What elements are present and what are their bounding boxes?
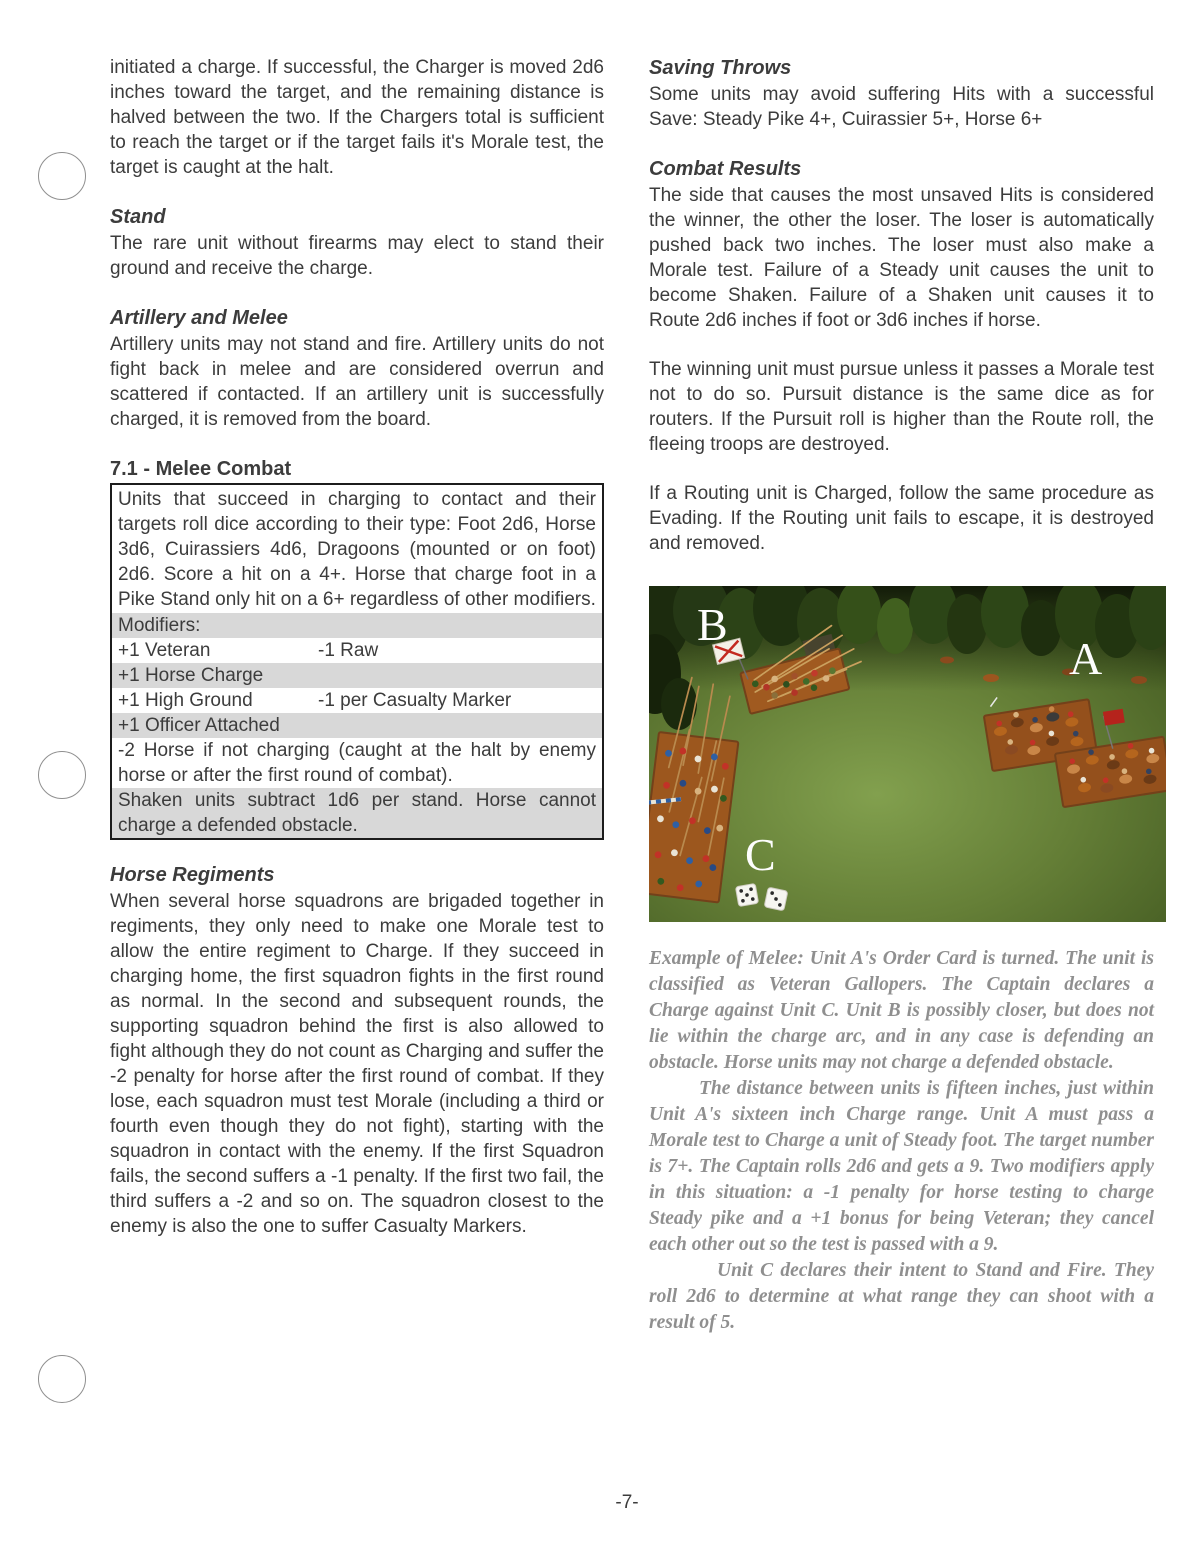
melee-table-row: +1 Horse Charge [112, 663, 602, 688]
paragraph-combat-results-2: The winning unit must pursue unless it passes a Morale test not to do so. Pursuit distance is the same dice as for routers. If the Pursuit roll is higher than the Route roll, the fleeing troops are destroyed. [649, 359, 1154, 455]
left-column [110, 55, 604, 1239]
modifier-negative: -1 Raw [318, 640, 379, 661]
modifier-positive: +1 High Ground [118, 690, 253, 711]
melee-table-row: +1 Officer Attached [112, 713, 602, 738]
melee-combat-table [110, 483, 604, 840]
heading-melee-combat: 7.1 - Melee Combat [110, 458, 292, 480]
unit-a-label: A [1069, 633, 1103, 684]
melee-table-row: Shaken units subtract 1d6 per stand. Horse cannot charge a defended obstacle. [112, 788, 602, 838]
paragraph-horse-regiments: When several horse squadrons are brigaded together in regiments, they only need to make one Morale test to allow the entire regiment to Charge. If they succeed in charging home, the first squadron fights in the first round as normal. In the second and subsequent rounds, the supporting squadron behind the first is also allowed to fight although they do not count as Charging and suffer the -2 penalty for horse after the first round of combat. If they lose, each squadron must test Morale (including a third or fourth even though they do not fight), starting with the squadron in contact with the enemy. If the first Squadron fails, the second suffers a -1 penalty. If the first two fail, the third suffers a -2 and so on. The squadron closest to the enemy is also the one to suffer Casualty Markers. [110, 891, 604, 1237]
melee-table-row [112, 688, 602, 713]
hole-punch-mark [38, 152, 86, 200]
photo-caption [649, 946, 1154, 1336]
modifier-positive: +1 Veteran [118, 640, 211, 661]
melee-example-photo [649, 586, 1166, 922]
heading-artillery-and-melee: Artillery and Melee [110, 307, 288, 329]
paragraph-combat-results-3: If a Routing unit is Charged, follow the same procedure as Evading. If the Routing unit fails to escape, it is destroyed and removed. [649, 483, 1154, 554]
paragraph-combat-results-1: The side that causes the most unsaved Hits is considered the winner, the other the loser. The loser is automatically pushed back two inches. The loser must also make a Morale test. Failure of a Steady unit causes the unit to become Shaken. Failure of a Shaken unit causes it to Route 2d6 inches if foot or 3d6 inches if horse. [649, 185, 1154, 331]
melee-table-row: Modifiers: [112, 613, 602, 638]
melee-table-row [112, 638, 602, 663]
caption-paragraph-1: Example of Melee: Unit A's Order Card is turned. The unit is classified as Veteran Gallopers. The Captain declares a Charge against Unit C. Unit B is possibly closer, but does not lie within the charge arc, and in any case is defending an obstacle. Horse units may not charge a defended obstacle. [649, 948, 1154, 1073]
melee-table-intro: Units that succeed in charging to contact and their targets roll dice according to their type: Foot 2d6, Horse 3d6, Cuirassiers 4d6, Dragoons (mounted or on foot) 2d6. Score a hit on a 4+. Horse that charge foot in a Pike Stand only hit on a 6+ regardless of other modifiers. [118, 489, 596, 610]
heading-stand: Stand [110, 206, 166, 228]
unit-b-label: B [697, 599, 728, 650]
unit-c-label: C [745, 829, 776, 880]
paragraph-saving-throws: Some units may avoid suffering Hits with a successful Save: Steady Pike 4+, Cuirassier 5+, Horse 6+ [649, 84, 1154, 130]
heading-horse-regiments: Horse Regiments [110, 864, 275, 886]
paragraph-charge-continuation: initiated a charge. If successful, the Charger is moved 2d6 inches toward the target, and the remaining distance is halved between the two. If the Chargers total is sufficient to reach the target or if the target fails it's Morale test, the target is caught at the halt. [110, 57, 604, 178]
right-column [649, 55, 1154, 1336]
page-number: -7- [615, 1492, 639, 1513]
heading-combat-results: Combat Results [649, 158, 802, 180]
caption-paragraph-2: The distance between units is fifteen inches, just within Unit A's sixteen inch Charge range. Unit A must pass a Morale test to Charge a unit of Steady foot. The target number is 7+. The Captain rolls 2d6 and gets a 9. Two modifiers apply in this situation: a -1 penalty for horse testing to charge Steady pike and a +1 bonus for being Veteran; they cancel each other out so the test is passed with a 9. [649, 1078, 1154, 1255]
modifier-negative: -1 per Casualty Marker [318, 690, 512, 711]
paragraph-artillery: Artillery units may not stand and fire. Artillery units do not fight back in melee and are considered overrun and scattered if contacted. If an artillery unit is successfully charged, it is removed from the board. [110, 334, 604, 430]
heading-saving-throws: Saving Throws [649, 57, 792, 79]
hole-punch-mark [38, 751, 86, 799]
paragraph-stand: The rare unit without firearms may elect to stand their ground and receive the charge. [110, 233, 604, 279]
hole-punch-mark [38, 1355, 86, 1403]
caption-paragraph-3: Unit C declares their intent to Stand and Fire. They roll 2d6 to determine at what range they can shoot with a result of 5. [649, 1260, 1154, 1333]
melee-table-row: -2 Horse if not charging (caught at the halt by enemy horse or after the first round of combat). [118, 740, 596, 786]
